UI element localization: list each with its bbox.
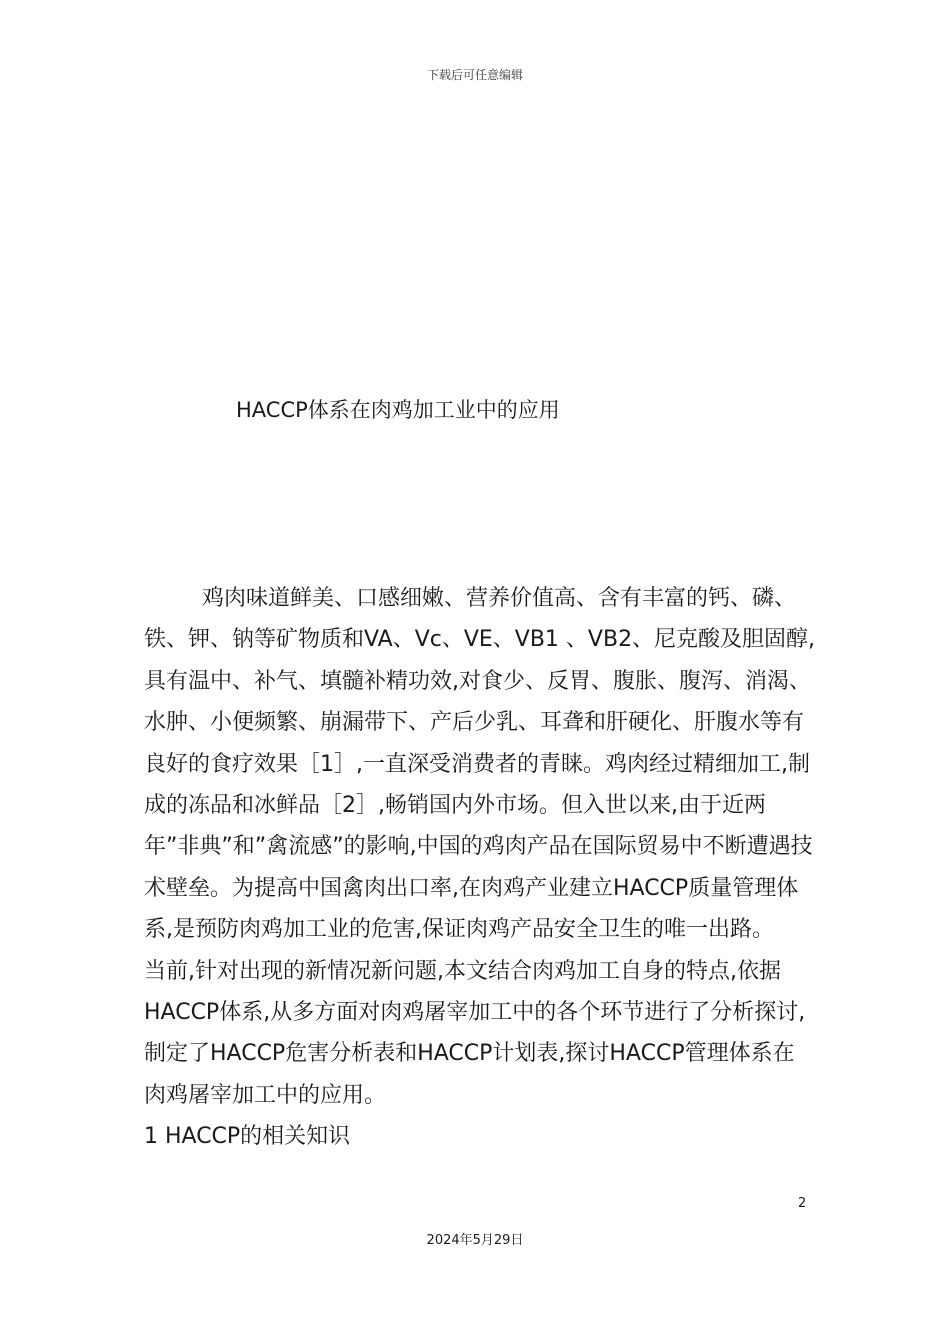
paragraph-intro: 鸡肉味道鲜美、口感细嫩、营养价值高、含有丰富的钙、磷、铁、钾、钠等矿物质和VA、Vc、VE、VB1 、VB2、尼克酸及胆固醇,具有温中、补气、填髓补精功效,对食少、反胃、腹胀、腹泻、消渴、水肿、小便频繁、崩漏带下、产后少乳、耳聋和肝硬化、肝腹水等有良好的食疗效果［1］,一直深受消费者的青睐。鸡肉经过精细加工,制成的冻品和冰鲜品［2］,畅销国内外市场。但入世以来,由于近两年”非典”和”禽流感”的影响,中国的鸡肉产品在国际贸易中不断遭遇技术壁垒。为提高中国禽肉出口率,在肉鸡产业建立HACCP质量管理体系,是预防肉鸡加工业的危害,保证肉鸡产品安全卫生的唯一出路。 xyxy=(144,586,816,943)
paragraph-purpose: 当前,针对出现的新情况新问题,本文结合肉鸡加工自身的特点,依据HACCP体系,从多方面对肉鸡屠宰加工中的各个环节进行了分析探讨,制定了HACCP危害分析表和HACCP计划表,探讨HACCP管理体系在肉鸡屠宰加工中的应用。 xyxy=(144,958,806,1108)
footer-date: 2024年5月29日 xyxy=(426,1233,524,1248)
document-body xyxy=(144,578,816,1158)
section-heading: 1 HACCP的相关知识 xyxy=(144,1124,351,1150)
page-number: 2 xyxy=(798,1196,807,1211)
header-note: 下载后可任意编辑 xyxy=(426,68,523,82)
document-title: HACCP体系在肉鸡加工业中的应用 xyxy=(236,398,560,422)
